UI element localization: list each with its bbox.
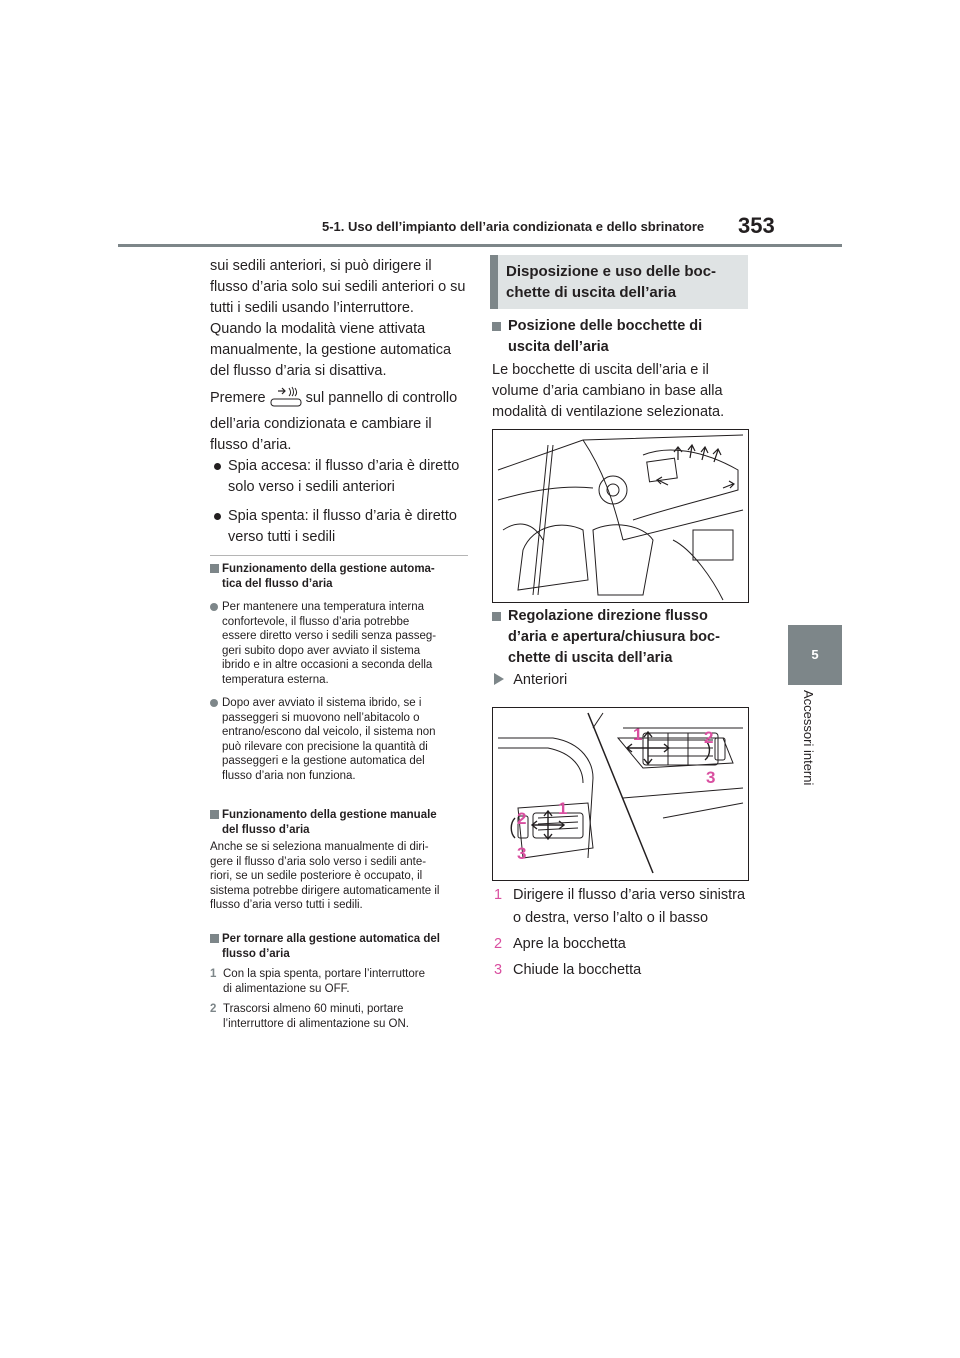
callout-2-lower: 2	[517, 809, 527, 828]
text-line: Regolazione direzione flusso	[508, 608, 708, 624]
text-line: solo verso i sedili anteriori	[228, 479, 395, 495]
text-line: riori, se un sedile posteriore è occupato, il	[210, 870, 423, 882]
step-item	[210, 1002, 472, 1031]
text-line: sistema potrebbe dirigere automaticamente il	[210, 884, 440, 897]
text-line: geri subito dopo aver avviato il sistema	[222, 644, 421, 657]
text-line: uscita dell’aria	[508, 339, 609, 355]
text-line: dell’aria condizionata e cambiare il	[210, 416, 432, 432]
text-fragment: sul pannello di controllo	[305, 390, 458, 406]
list-item	[210, 600, 472, 687]
text-line: tutti i sedili usando l’interruttore.	[210, 300, 414, 316]
press-continuation	[210, 414, 470, 456]
text-line: confortevole, il flusso d’aria potrebbe	[222, 615, 410, 628]
text-line: Funzionamento della gestione automa-	[222, 563, 435, 575]
square-bullet-icon	[492, 322, 501, 331]
step-number: 2	[494, 936, 503, 952]
text-line: volume d’aria cambiano in base alla	[492, 383, 723, 399]
text-line: Per tornare alla gestione automatica del	[222, 933, 440, 945]
note-body	[210, 840, 472, 913]
section-heading-bar	[490, 255, 498, 309]
text-line: essere diretto verso i sedili senza passeg-	[222, 630, 437, 642]
press-instruction	[210, 386, 470, 409]
note-title	[210, 932, 472, 961]
front-vents-label	[494, 670, 567, 691]
text-line: gere il flusso d’aria solo verso i sedili ante-	[210, 855, 427, 868]
text-line: del flusso d’aria si disattiva.	[210, 363, 387, 379]
vent-positions-text	[492, 360, 752, 423]
car-interior-drawing	[493, 430, 748, 602]
step-number: 2	[210, 1003, 217, 1015]
page-number: 353	[738, 213, 775, 238]
text-line: Le bocchette di uscita dell’aria e il	[492, 362, 709, 378]
step-number: 1	[494, 887, 503, 903]
front-seat-airflow-key-icon	[270, 386, 302, 408]
square-bullet-icon	[492, 612, 501, 621]
step-number: 1	[210, 968, 217, 980]
square-bullet-icon	[210, 810, 219, 819]
text-line: Spia accesa: il flusso d’aria è diretto	[228, 458, 460, 474]
callout-3-lower: 3	[517, 844, 527, 863]
square-bullet-icon	[210, 564, 219, 573]
running-header: 5-1. Uso dell’impianto dell’aria condizionata e dello sbrinatore	[322, 219, 705, 234]
text-line: Dopo aver avviato il sistema ibrido, se i	[222, 697, 422, 709]
text-line: o destra, verso l’alto o il basso	[513, 910, 709, 926]
text-line: Anche se si seleziona manualmente di diri-	[210, 841, 429, 853]
text-line: entrano/escono dal veicolo, il sistema non	[222, 726, 436, 738]
chapter-label-text: Accessori interni	[801, 690, 816, 786]
text-line: tica del flusso d’aria	[222, 577, 333, 590]
intro-paragraph	[210, 256, 470, 382]
step-number: 3	[494, 962, 503, 978]
list-item	[210, 696, 472, 783]
step-item	[210, 967, 472, 996]
list-item	[210, 456, 470, 498]
text-line: d’aria e apertura/chiusura boc-	[508, 629, 720, 645]
text-line: flusso d’aria.	[210, 437, 292, 453]
list-item	[210, 506, 470, 548]
text-line: temperatura esterna.	[222, 673, 329, 686]
bullet-icon	[214, 463, 221, 470]
cabin-vents-illustration	[492, 429, 749, 603]
triangle-bullet-icon	[494, 673, 504, 685]
text-line: sui sedili anteriori, si può dirigere il	[210, 258, 432, 274]
section-heading-box	[490, 255, 748, 309]
text-line: Posizione delle bocchette di	[508, 318, 703, 334]
text-line: l’interruttore di alimentazione su ON.	[223, 1017, 409, 1030]
text-line: manualmente, la gestione automatica	[210, 342, 452, 358]
text-line: di alimentazione su OFF.	[223, 982, 350, 995]
vent-steps	[494, 884, 759, 982]
text-line: flusso d’aria verso tutti i sedili.	[210, 899, 363, 911]
text-fragment: Anteriori	[513, 672, 568, 688]
text-line: Disposizione e uso delle boc-	[506, 263, 717, 280]
text-line: Trascorsi almeno 60 minuti, portare	[223, 1003, 404, 1015]
header-rule	[118, 244, 842, 247]
text-line: Spia spenta: il flusso d’aria è diretto	[228, 508, 457, 524]
text-line: Con la spia spenta, portare l’interruttore	[223, 968, 425, 980]
text-line: modalità di ventilazione selezionata.	[492, 404, 725, 420]
step-item	[494, 884, 759, 930]
text-line: flusso d’aria	[222, 947, 290, 960]
subheading-vent-positions	[492, 316, 768, 358]
text-line: Funzionamento della gestione manuale	[222, 809, 437, 821]
text-line: Dirigere il flusso d’aria verso sinistra	[513, 887, 746, 903]
text-line: passeggeri si muovono nell’abitacolo o	[222, 711, 420, 724]
front-vents-illustration	[492, 707, 749, 881]
divider	[210, 555, 468, 556]
step-item	[494, 933, 759, 956]
text-line: flusso d’aria solo sui sedili anteriori o su	[210, 279, 466, 295]
square-bullet-icon	[210, 934, 219, 943]
text-line: verso tutti i sedili	[228, 529, 336, 545]
text-line: Apre la bocchetta	[513, 936, 626, 952]
text-line: può rilevare con precisione la quantità di	[222, 740, 428, 753]
callout-3-upper: 3	[706, 768, 716, 787]
circle-bullet-icon	[210, 603, 218, 611]
text-line: passeggeri e la gestione automatica del	[222, 755, 425, 767]
text-line: flusso d’aria non funziona.	[222, 769, 356, 782]
note-title	[210, 562, 472, 591]
text-fragment: Premere	[210, 390, 266, 406]
text-line: Quando la modalità viene attivata	[210, 321, 426, 337]
note-return-auto	[210, 932, 472, 1031]
chapter-tab: 5	[788, 625, 842, 685]
text-line: Chiude la bocchetta	[513, 962, 642, 978]
front-vents-drawing	[493, 708, 748, 880]
text-line: Per mantenere una temperatura interna	[222, 601, 425, 613]
subheading-vent-adjust	[492, 606, 768, 669]
note-auto-airflow	[210, 562, 472, 783]
chapter-label	[776, 690, 856, 810]
section-heading	[506, 261, 744, 303]
indicator-bullets	[210, 456, 470, 548]
note-manual-airflow	[210, 808, 472, 913]
note-title	[210, 808, 472, 837]
callout-2-upper: 2	[704, 728, 714, 747]
text-line: del flusso d’aria	[222, 823, 310, 836]
text-line: chette di uscita dell’aria	[506, 284, 677, 301]
text-line: chette di uscita dell’aria	[508, 650, 673, 666]
callout-1-lower: 1	[558, 799, 568, 818]
callout-1-upper: 1	[633, 725, 643, 744]
bullet-icon	[214, 513, 221, 520]
circle-bullet-icon	[210, 699, 218, 707]
text-line: ibrido e in altre occasioni a seconda della	[222, 659, 433, 671]
step-item	[494, 959, 759, 982]
